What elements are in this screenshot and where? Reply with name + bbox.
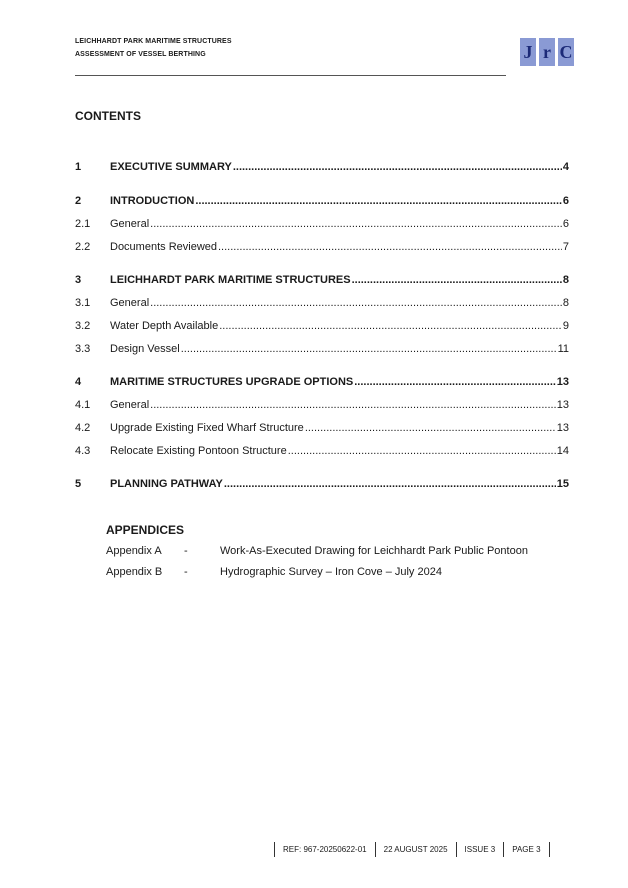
- toc-page: 9: [562, 320, 569, 332]
- toc-entry[interactable]: [75, 195, 569, 207]
- toc-page: 4: [562, 161, 569, 173]
- toc-leader: [305, 422, 556, 434]
- toc-entry[interactable]: [75, 343, 569, 355]
- toc-leader: [150, 218, 562, 230]
- toc-number: 3.2: [75, 320, 91, 332]
- toc-entry[interactable]: [75, 274, 569, 286]
- toc-page: 6: [562, 195, 569, 207]
- appendix-label: Appendix A: [106, 545, 162, 557]
- toc-title: EXECUTIVE SUMMARY: [110, 161, 232, 173]
- header-rule: [75, 75, 506, 76]
- toc-title: MARITIME STRUCTURES UPGRADE OPTIONS: [110, 376, 354, 388]
- toc-title: Relocate Existing Pontoon Structure: [110, 445, 287, 457]
- toc-title: Water Depth Available: [110, 320, 219, 332]
- header-title: LEICHHARDT PARK MARITIME STRUCTURES: [75, 38, 232, 45]
- toc-number: 4.2: [75, 422, 91, 434]
- toc-entry[interactable]: [75, 445, 569, 457]
- logo-letter-c: C: [558, 38, 574, 66]
- appendices-heading: APPENDICES: [106, 523, 185, 537]
- toc-number: 4.3: [75, 445, 91, 457]
- footer-date: 22 AUGUST 2025: [383, 844, 448, 854]
- toc-leader: [288, 445, 556, 457]
- toc-page: 13: [556, 376, 569, 388]
- toc-entry[interactable]: [75, 241, 569, 253]
- toc-leader: [354, 376, 556, 388]
- appendix-description: Hydrographic Survey – Iron Cove – July 2024: [220, 566, 442, 578]
- appendix-dash: -: [184, 545, 188, 557]
- toc-leader: [352, 274, 562, 286]
- toc-number: 4: [75, 376, 82, 388]
- toc-title: LEICHHARDT PARK MARITIME STRUCTURES: [110, 274, 351, 286]
- toc-page: 8: [562, 274, 569, 286]
- toc-number: 3.3: [75, 343, 91, 355]
- contents-heading: CONTENTS: [75, 109, 141, 123]
- toc-number: 5: [75, 478, 82, 490]
- toc-page: 7: [562, 241, 569, 253]
- appendix-dash: -: [184, 566, 188, 578]
- toc-leader: [233, 161, 562, 173]
- toc-title: General: [110, 218, 150, 230]
- toc-number: 4.1: [75, 399, 91, 411]
- toc-leader: [219, 320, 562, 332]
- toc-entry[interactable]: [75, 422, 569, 434]
- toc-number: 3: [75, 274, 82, 286]
- footer-issue: ISSUE 3: [464, 844, 496, 854]
- toc-leader: [181, 343, 557, 355]
- toc-title: INTRODUCTION: [110, 195, 195, 207]
- toc-title: Documents Reviewed: [110, 241, 217, 253]
- toc-number: 2: [75, 195, 82, 207]
- toc-title: General: [110, 399, 150, 411]
- toc-entry[interactable]: [75, 297, 569, 309]
- logo-letter-r: r: [539, 38, 555, 66]
- appendix-label: Appendix B: [106, 566, 163, 578]
- toc-title: Upgrade Existing Fixed Wharf Structure: [110, 422, 304, 434]
- toc-entry[interactable]: [75, 161, 569, 173]
- toc-page: 15: [556, 478, 569, 490]
- toc-page: 14: [556, 445, 569, 457]
- logo-letter-j: J: [520, 38, 536, 66]
- toc-entry[interactable]: [75, 320, 569, 332]
- footer-page: PAGE 3: [512, 844, 541, 854]
- toc-number: 1: [75, 161, 82, 173]
- appendix-row[interactable]: [106, 566, 442, 578]
- appendix-description: Work-As-Executed Drawing for Leichhardt Park Public Pontoon: [220, 545, 528, 557]
- toc-page: 6: [562, 218, 569, 230]
- toc-leader: [195, 195, 562, 207]
- toc-title: Design Vessel: [110, 343, 180, 355]
- footer-divider: [549, 842, 550, 857]
- toc-page: 13: [556, 422, 569, 434]
- toc-page: 11: [557, 343, 569, 355]
- page-footer: [274, 841, 550, 857]
- toc-title: PLANNING PATHWAY: [110, 478, 223, 490]
- toc-page: 8: [562, 297, 569, 309]
- toc-number: 3.1: [75, 297, 91, 309]
- footer-ref: REF: 967-20250622-01: [283, 844, 367, 854]
- company-logo: [520, 38, 574, 66]
- toc-entry[interactable]: [75, 478, 569, 490]
- toc-entry[interactable]: [75, 376, 569, 388]
- toc-leader: [218, 241, 562, 253]
- toc-page: 13: [556, 399, 569, 411]
- toc-number: 2.1: [75, 218, 91, 230]
- toc-leader: [150, 297, 562, 309]
- header-subtitle: ASSESSMENT OF VESSEL BERTHING: [75, 51, 206, 58]
- toc-leader: [224, 478, 556, 490]
- toc-entry[interactable]: [75, 218, 569, 230]
- appendix-row[interactable]: [106, 545, 528, 557]
- toc-number: 2.2: [75, 241, 91, 253]
- toc-entry[interactable]: [75, 399, 569, 411]
- toc-leader: [150, 399, 556, 411]
- toc-title: General: [110, 297, 150, 309]
